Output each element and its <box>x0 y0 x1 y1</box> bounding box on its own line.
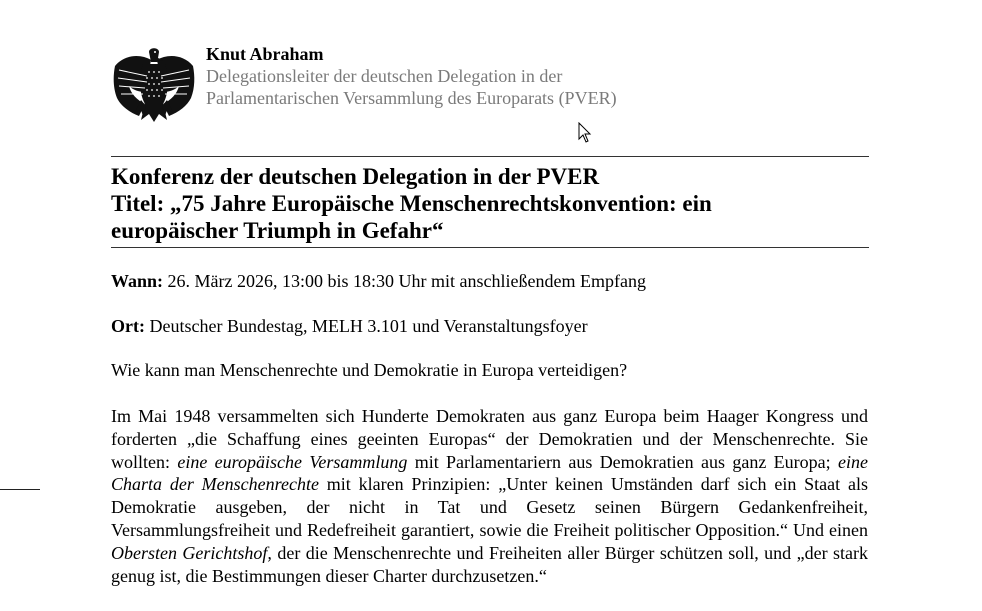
where-label: Ort: <box>111 316 145 336</box>
body-italic-2: eine Charta der Menschenrechte <box>111 451 868 495</box>
body-paragraph <box>111 405 868 587</box>
body-text-4: der die Menschenrechte und Freiheiten aller Bürger schützen soll, und „der stark genug ist, die Bestimmungen dieser Charter durchzusetzen.“ <box>111 542 868 586</box>
bundestag-eagle-icon <box>111 46 197 124</box>
body-italic-3: Obersten Gerichtshof, <box>111 542 272 563</box>
sender-role-line-1: Delegationsleiter der deutschen Delegation in der <box>206 66 563 86</box>
body-italic-1: eine europäische Versammlung <box>177 451 408 472</box>
body-text-3: mit klaren Prinzipien: „Unter keinen Umständen darf sich ein Staat als Demokratie ausgeben, der nicht in Tat und Gesetz seinen Bürgern Gedankenfreiheit, Versammlungsfreiheit und Redefreiheit garantiert, sowie die Freiheit politischer Opposition.“ Und einen <box>111 474 868 540</box>
heading-bottom-rule <box>111 247 869 248</box>
body-text-1: Im Mai 1948 versammelten sich Hunderte Demokraten aus ganz Europa beim Haager Kongress und forderten „die Schaffung eines geeinten Europas“ der Demokratien und der Menschenrechte. Sie wollten: <box>111 406 868 472</box>
when-value: 26. März 2026, 13:00 bis 18:30 Uhr mit anschließendem Empfang <box>163 271 646 291</box>
body-text-2: mit Parlamentariern aus Demokratien aus ganz Europa; <box>407 451 839 472</box>
question-paragraph: Wie kann man Menschenrechte und Demokratie in Europa verteidigen? <box>111 360 628 380</box>
sender-block <box>206 43 617 109</box>
sender-role-line-2: Parlamentarischen Versammlung des Europarats (PVER) <box>206 88 617 108</box>
heading-line-2: Titel: „75 Jahre Europäische Menschenrechtskonvention: ein <box>111 191 712 216</box>
heading-line-1: Konferenz der deutschen Delegation in der PVER <box>111 164 600 189</box>
where-value: Deutscher Bundestag, MELH 3.101 und Veranstaltungsfoyer <box>144 316 588 336</box>
mouse-pointer-icon <box>578 122 592 144</box>
heading-top-rule <box>111 156 869 157</box>
sender-name: Knut Abraham <box>206 44 324 64</box>
document-heading <box>111 163 871 244</box>
heading-line-3: europäischer Triumph in Gefahr“ <box>111 218 444 243</box>
where-paragraph <box>111 315 588 337</box>
when-label: Wann: <box>111 271 164 291</box>
margin-mark <box>0 489 40 490</box>
when-paragraph <box>111 270 646 292</box>
